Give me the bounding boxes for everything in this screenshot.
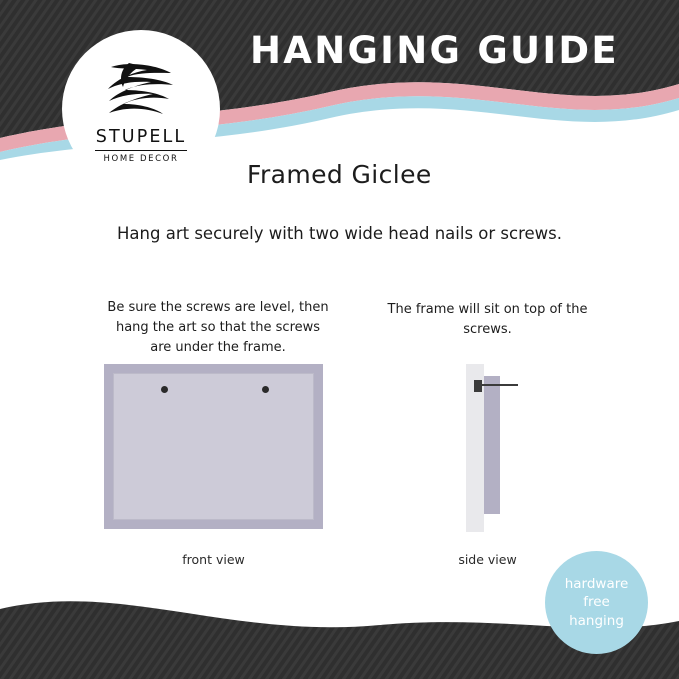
badge-line-2: free	[583, 594, 610, 611]
front-view-caption: Be sure the screws are level, then hang the art so that the screws are under the frame.	[107, 300, 329, 356]
badge-line-3: hanging	[569, 612, 624, 629]
side-view-caption: The frame will sit on top of the screws.	[387, 302, 588, 338]
screw-shaft-icon	[480, 384, 518, 386]
product-subtitle: Framed Giclee	[247, 160, 432, 189]
logo-brand-tagline: HOME DECOR	[103, 153, 179, 164]
frame-profile	[484, 376, 500, 514]
hardware-free-badge	[545, 551, 648, 654]
logo-brand-name: STUPELL	[95, 126, 187, 147]
front-view-label: front view	[182, 552, 245, 567]
front-view-diagram	[104, 364, 323, 529]
screw-right-icon	[262, 386, 269, 393]
swoosh-mark	[99, 59, 183, 121]
page-title: HANGING GUIDE	[250, 29, 619, 72]
screw-left-icon	[161, 386, 168, 393]
side-view-label: side view	[458, 552, 517, 567]
frame-artwork	[113, 373, 314, 520]
brand-logo	[62, 30, 220, 188]
side-view-diagram	[466, 364, 526, 532]
lead-instruction: Hang art securely with two wide head nails or screws.	[117, 224, 562, 243]
screw-head-icon	[474, 380, 482, 392]
logo-divider	[95, 150, 187, 151]
badge-line-1: hardware	[564, 576, 629, 593]
